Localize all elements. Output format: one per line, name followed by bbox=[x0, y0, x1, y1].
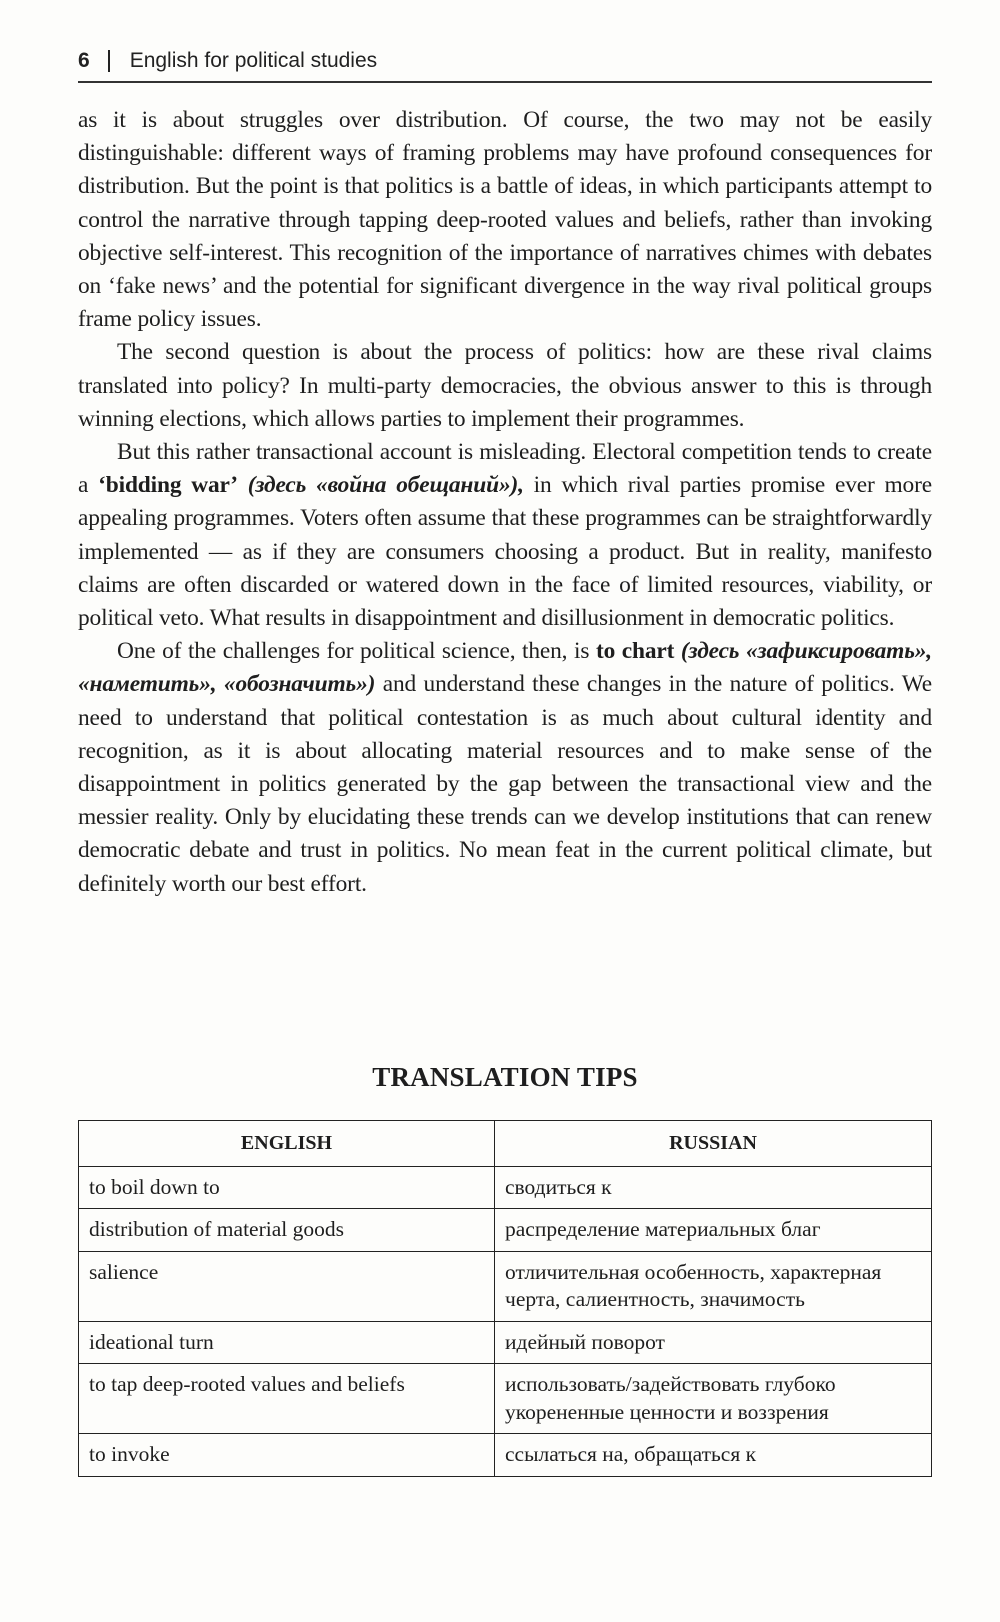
running-head bbox=[78, 46, 932, 76]
english-term: to invoke bbox=[79, 1434, 495, 1477]
english-term: to tap deep-rooted values and beliefs bbox=[79, 1364, 495, 1434]
column-header-russian: RUSSIAN bbox=[495, 1121, 932, 1167]
header-rule bbox=[78, 81, 932, 83]
paragraph-3-text-end: in which rival parties promise ever more appealing programmes. Voters often assume that these programmes can be straightforwardly implemented — as if they are consumers choosing a product. But in reality, manifesto claims are often discarded or watered down in the face of limited resources, viability, or political veto. What results in disappointment and disillusionment in democratic politics. bbox=[78, 472, 932, 632]
paragraph-4 bbox=[78, 635, 932, 901]
gloss-to-chart: (здесь «зафиксировать», «наметить», «обозначить») bbox=[78, 638, 932, 698]
paragraph-3-text-start: But this rather transactional account is misleading. Electoral competition tends to create a bbox=[78, 439, 932, 499]
russian-translation: использовать/задействовать глубоко укорененные ценности и воззрения bbox=[495, 1364, 932, 1434]
gloss-bidding-war: (здесь «война обещаний»), bbox=[247, 472, 524, 499]
term-to-chart: to chart bbox=[595, 638, 675, 665]
paragraph-3 bbox=[78, 436, 932, 635]
column-header-english: ENGLISH bbox=[79, 1121, 495, 1167]
term-bidding-war: ‘bidding war’ bbox=[98, 472, 238, 499]
header-separator bbox=[108, 50, 110, 72]
table-row bbox=[79, 1434, 932, 1477]
table-row bbox=[79, 1364, 932, 1434]
paragraph-2: The second question is about the process of politics: how are these rival claims translated into policy? In multi-party democracies, the obvious answer to this is through winning elections, which allows parties to implement their programmes. bbox=[78, 339, 932, 432]
russian-translation: сводиться к bbox=[495, 1166, 932, 1209]
russian-translation: ссылаться на, обращаться к bbox=[495, 1434, 932, 1477]
table-row bbox=[79, 1209, 932, 1252]
paragraph-4-text-start: One of the challenges for political science, then, is bbox=[117, 638, 596, 665]
book-title: English for political studies bbox=[129, 49, 378, 72]
page-number: 6 bbox=[78, 49, 90, 72]
table-header-row bbox=[79, 1121, 932, 1167]
body-text bbox=[78, 104, 932, 901]
table-row bbox=[79, 1166, 932, 1209]
english-term: distribution of material goods bbox=[79, 1209, 495, 1252]
table-row bbox=[79, 1251, 932, 1321]
english-term: salience bbox=[79, 1251, 495, 1321]
english-term: ideational turn bbox=[79, 1321, 495, 1364]
paragraph-1: as it is about struggles over distribution. Of course, the two may not be easily distinguishable: different ways of framing problems may have profound consequences for distribution. But the point is that politics is a battle of ideas, in which participants attempt to control the narrative through tapping deep-rooted values and beliefs, rather than invoking objective self-interest. This recognition of the importance of narratives chimes with debates on ‘fake news’ and the potential for significant divergence in the way rival political groups frame policy issues. bbox=[78, 107, 932, 333]
russian-translation: распределение материальных благ bbox=[495, 1209, 932, 1252]
english-term: to boil down to bbox=[79, 1166, 495, 1209]
russian-translation: отличительная особенность, характерная черта, салиентность, значимость bbox=[495, 1251, 932, 1321]
table-row bbox=[79, 1321, 932, 1364]
paragraph-4-text-end: and understand these changes in the nature of politics. We need to understand that political contestation is as much about cultural identity and recognition, as it is about allocating material resources and to make sense of the disappointment in politics generated by the gap between the transactional view and the messier reality. Only by elucidating these trends can we develop institutions that can renew democratic debate and trust in politics. No mean feat in the current political climate, but definitely worth our best effort. bbox=[78, 671, 932, 897]
section-title: TRANSLATION TIPS bbox=[372, 1062, 638, 1092]
translation-tips-table bbox=[78, 1120, 932, 1477]
russian-translation: идейный поворот bbox=[495, 1321, 932, 1364]
